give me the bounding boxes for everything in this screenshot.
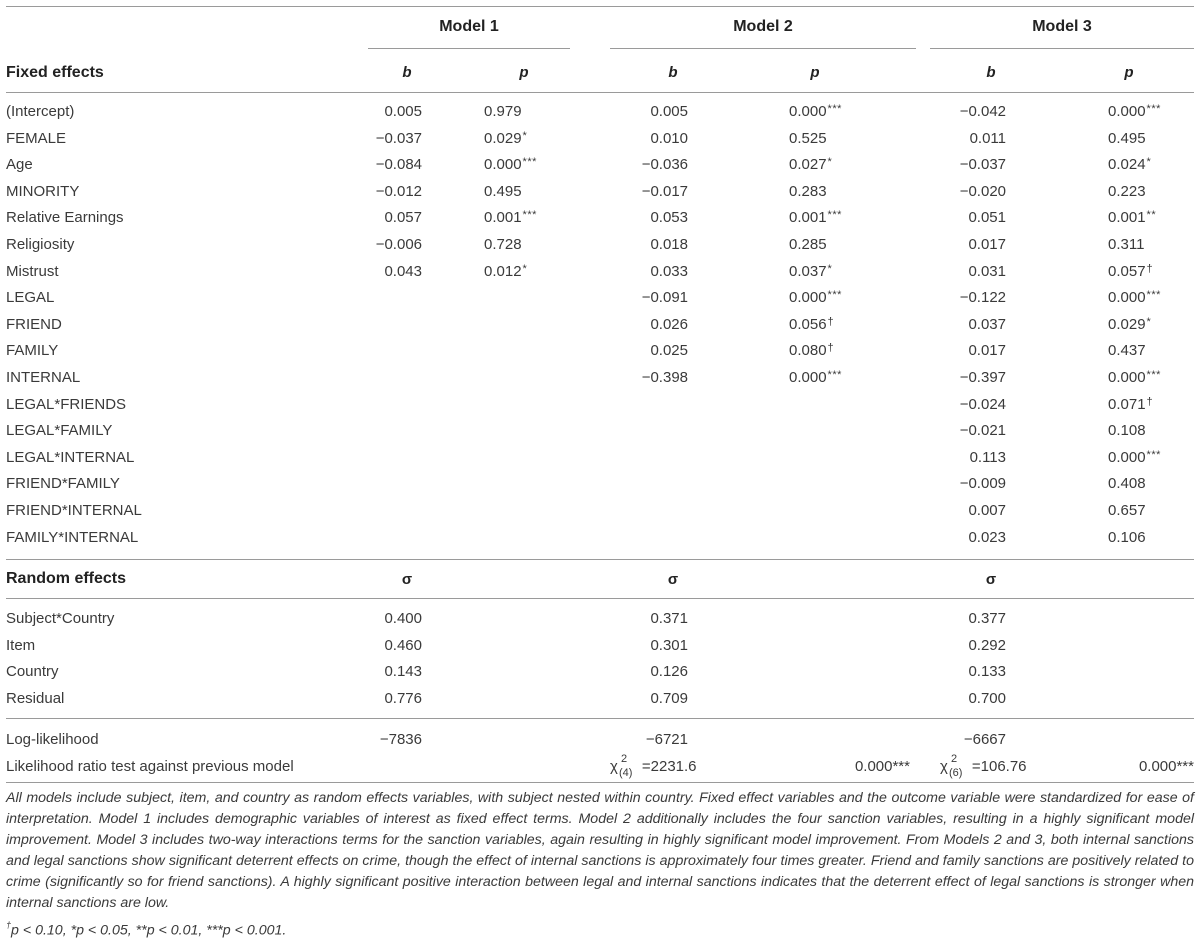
value: 0.408 <box>1108 475 1146 492</box>
value: 0.029 <box>484 130 522 147</box>
fixed-cell-m3b <box>904 103 1006 121</box>
value: 0.080 <box>789 342 827 359</box>
model-1-header: Model 1 <box>439 18 499 35</box>
fixed-cell-m3p <box>1108 156 1198 175</box>
random-cell-m2: 0.371 <box>650 610 688 627</box>
fixed-cell-m2b <box>586 342 688 360</box>
fixed-cell-m2b <box>586 369 688 387</box>
significance-marker: * <box>522 263 528 275</box>
value: −0.006 <box>375 236 422 253</box>
value: 0.031 <box>968 263 1006 280</box>
fixed-cell-m3b <box>904 529 1006 547</box>
value: 0.005 <box>384 103 422 120</box>
value: 0.000 <box>789 289 827 306</box>
value: 0.023 <box>968 529 1006 546</box>
fixed-cell-m3p <box>1108 289 1198 308</box>
fixed-cell-m2b <box>586 183 688 201</box>
fixed-header-rule <box>6 92 1194 93</box>
model-1-sigma-header: σ <box>401 571 413 588</box>
fixed-row-label: Age <box>6 156 33 173</box>
model-3-header: Model 3 <box>1032 18 1092 35</box>
fixed-cell-m3p <box>1108 529 1198 548</box>
fixed-cell-m3p <box>1108 369 1198 388</box>
value: 0.007 <box>968 502 1006 519</box>
fixed-cell-m1b <box>320 130 422 148</box>
fixed-cell-m3b <box>904 369 1006 387</box>
fixed-row-label: Mistrust <box>6 263 59 280</box>
fixed-cell-m1b <box>320 183 422 201</box>
model-2-p-header: p <box>810 64 820 81</box>
value: 0.000 <box>789 369 827 386</box>
significance-footnote: †p < 0.10, *p < 0.05, **p < 0.01, ***p < 0.001. <box>6 920 287 939</box>
value: 0.010 <box>650 130 688 147</box>
model-3-p-header: p <box>1124 64 1134 81</box>
random-cell-m1: 0.460 <box>384 637 422 654</box>
fixed-cell-m2p <box>789 422 909 441</box>
loglik-model-2: −6721 <box>645 731 688 748</box>
significance-marker: † <box>1146 263 1154 275</box>
fixed-cell-m2p <box>789 130 909 149</box>
model-3-sigma-header: σ <box>985 571 997 588</box>
lrt-model-2-stat: χ 2 (4) =2231.6 <box>610 753 697 779</box>
fixed-cell-m2b <box>586 236 688 254</box>
fixed-row-label: FEMALE <box>6 130 67 147</box>
fixed-cell-m1p <box>484 396 604 415</box>
model-2-rule <box>610 48 916 49</box>
fixed-cell-m2b <box>586 103 688 121</box>
value: 0.106 <box>1108 529 1146 546</box>
fixed-effects-heading: Fixed effects <box>6 64 104 81</box>
chi-square-symbol: χ 2 (4) <box>610 753 633 779</box>
significance-marker: *** <box>522 209 537 221</box>
fixed-cell-m2p <box>789 183 909 202</box>
fixed-cell-m1p <box>484 529 604 548</box>
value: 0.285 <box>789 236 827 253</box>
significance-marker: *** <box>827 103 842 115</box>
fixed-cell-m3b <box>904 396 1006 414</box>
random-cell-m3: 0.133 <box>968 663 1006 680</box>
significance-marker: *** <box>827 209 842 221</box>
significance-marker: *** <box>1146 289 1161 301</box>
random-row-label: Country <box>6 663 59 680</box>
fixed-cell-m2p <box>789 263 909 282</box>
value: 0.283 <box>789 183 827 200</box>
value: 0.029 <box>1108 316 1146 333</box>
value: 0.979 <box>484 103 522 120</box>
fixed-cell-m1p <box>484 422 604 441</box>
fixed-cell-m2p <box>789 103 909 122</box>
value: 0.024 <box>1108 156 1146 173</box>
value: −0.037 <box>375 130 422 147</box>
fixed-row-label: INTERNAL <box>6 369 81 386</box>
random-cell-m3: 0.377 <box>968 610 1006 627</box>
fixed-row-label: FAMILY*INTERNAL <box>6 529 139 546</box>
value: 0.053 <box>650 209 688 226</box>
significance-marker: *** <box>1146 103 1161 115</box>
fixed-row-label: FRIEND*INTERNAL <box>6 502 142 519</box>
fixed-row-label: LEGAL*FAMILY <box>6 422 113 439</box>
model-1-p-header: p <box>519 64 529 81</box>
loglik-label: Log-likelihood <box>6 731 99 748</box>
fixed-cell-m3p <box>1108 263 1198 282</box>
fixed-cell-m3b <box>904 316 1006 334</box>
significance-marker: * <box>827 156 833 168</box>
value: 0.001 <box>484 209 522 226</box>
fit-top-rule <box>6 718 1194 719</box>
fixed-cell-m1p <box>484 475 604 494</box>
fixed-cell-m2p <box>789 529 909 548</box>
significance-marker: * <box>522 130 528 142</box>
fixed-cell-m3b <box>904 449 1006 467</box>
fixed-row-label: Relative Earnings <box>6 209 124 226</box>
value: 0.037 <box>968 316 1006 333</box>
fixed-cell-m2p <box>789 396 909 415</box>
fixed-row-label: Religiosity <box>6 236 75 253</box>
value: 0.000 <box>1108 289 1146 306</box>
value: 0.000 <box>484 156 522 173</box>
value: 0.026 <box>650 316 688 333</box>
value: −0.037 <box>959 156 1006 173</box>
lrt-label: Likelihood ratio test against previous model <box>6 758 294 775</box>
fixed-cell-m3b <box>904 289 1006 307</box>
random-top-rule <box>6 559 1194 560</box>
significance-marker: † <box>1146 396 1154 408</box>
fixed-row-label: LEGAL*FRIENDS <box>6 396 127 413</box>
bottom-rule <box>6 782 1194 783</box>
fixed-cell-m2p <box>789 156 909 175</box>
value: 0.011 <box>969 130 1006 147</box>
significance-marker: *** <box>1146 369 1161 381</box>
value: 0.495 <box>1108 130 1146 147</box>
value: 0.001 <box>789 209 827 226</box>
value: 0.012 <box>484 263 522 280</box>
model-2-sigma-header: σ <box>667 571 679 588</box>
fixed-cell-m3p <box>1108 449 1198 468</box>
fixed-cell-m3b <box>904 475 1006 493</box>
fixed-cell-m3b <box>904 209 1006 227</box>
fixed-row-label: (Intercept) <box>6 103 75 120</box>
model-3-rule <box>930 48 1194 49</box>
significance-marker: *** <box>827 289 842 301</box>
lrt-model-2-p: 0.000*** <box>854 758 910 775</box>
fixed-cell-m2p <box>789 209 909 228</box>
random-row-label: Item <box>6 637 36 654</box>
value: 0.071 <box>1108 396 1146 413</box>
fixed-cell-m2p <box>789 236 909 255</box>
fixed-row-label: FRIEND <box>6 316 62 333</box>
fixed-cell-m2b <box>586 209 688 227</box>
fixed-cell-m3b <box>904 130 1006 148</box>
top-rule <box>6 6 1194 7</box>
value: 0.005 <box>650 103 688 120</box>
fixed-cell-m3p <box>1108 130 1198 149</box>
value: 0.043 <box>384 263 422 280</box>
fixed-cell-m3p <box>1108 342 1198 361</box>
significance-marker: † <box>827 342 835 354</box>
fixed-cell-m3p <box>1108 236 1198 255</box>
value: 0.037 <box>789 263 827 280</box>
significance-marker: ** <box>1146 209 1157 221</box>
fixed-cell-m2p <box>789 316 909 335</box>
fixed-cell-m2p <box>789 475 909 494</box>
fixed-cell-m2p <box>789 449 909 468</box>
value: 0.017 <box>968 342 1006 359</box>
value: 0.027 <box>789 156 827 173</box>
value: 0.033 <box>650 263 688 280</box>
fixed-cell-m2b <box>586 156 688 174</box>
fixed-cell-m2p <box>789 369 909 388</box>
fixed-cell-m3p <box>1108 422 1198 441</box>
value: 0.000 <box>789 103 827 120</box>
random-cell-m1: 0.400 <box>384 610 422 627</box>
value: −0.017 <box>641 183 688 200</box>
fixed-cell-m3p <box>1108 502 1198 521</box>
random-row-label: Residual <box>6 690 65 707</box>
fixed-cell-m3p <box>1108 103 1198 122</box>
fixed-cell-m3p <box>1108 209 1198 228</box>
significance-marker: † <box>827 316 835 328</box>
value: 0.525 <box>789 130 827 147</box>
random-cell-m1: 0.143 <box>384 663 422 680</box>
value: 0.025 <box>650 342 688 359</box>
value: −0.024 <box>959 396 1006 413</box>
value: 0.057 <box>384 209 422 226</box>
fixed-cell-m1b <box>320 236 422 254</box>
fixed-cell-m3p <box>1108 396 1198 415</box>
value: −0.397 <box>959 369 1006 386</box>
value: −0.398 <box>641 369 688 386</box>
value: 0.108 <box>1108 422 1146 439</box>
significance-marker: * <box>1146 156 1152 168</box>
value: 0.017 <box>968 236 1006 253</box>
fixed-cell-m2p <box>789 342 909 361</box>
value: 0.000 <box>1108 369 1146 386</box>
fixed-cell-m3b <box>904 422 1006 440</box>
fixed-cell-m3b <box>904 156 1006 174</box>
model-1-b-header: b <box>402 64 412 81</box>
random-cell-m3: 0.292 <box>968 637 1006 654</box>
random-cell-m2: 0.126 <box>650 663 688 680</box>
fixed-cell-m3b <box>904 342 1006 360</box>
value: 0.657 <box>1108 502 1146 519</box>
fixed-row-label: MINORITY <box>6 183 80 200</box>
model-2-b-header: b <box>668 64 678 81</box>
significance-marker: * <box>1146 316 1152 328</box>
value: 0.223 <box>1108 183 1146 200</box>
fixed-cell-m3b <box>904 263 1006 281</box>
value: 0.000 <box>1108 449 1146 466</box>
significance-marker: *** <box>1146 449 1161 461</box>
value: 0.001 <box>1108 209 1146 226</box>
value: 0.018 <box>650 236 688 253</box>
significance-marker: * <box>827 263 833 275</box>
random-cell-m2: 0.709 <box>650 690 688 707</box>
fixed-cell-m1b <box>320 263 422 281</box>
lrt-model-3-p: 0.000*** <box>1138 758 1194 775</box>
fixed-cell-m3p <box>1108 183 1198 202</box>
fixed-cell-m3b <box>904 502 1006 520</box>
value: −0.122 <box>959 289 1006 306</box>
fixed-row-label: FAMILY <box>6 342 59 359</box>
fixed-cell-m3b <box>904 236 1006 254</box>
fixed-row-label: LEGAL <box>6 289 55 306</box>
random-row-label: Subject*Country <box>6 610 115 627</box>
fixed-cell-m2p <box>789 502 909 521</box>
fixed-cell-m2b <box>586 263 688 281</box>
value: 0.051 <box>968 209 1006 226</box>
value: −0.042 <box>959 103 1006 120</box>
value: 0.113 <box>969 449 1006 466</box>
model-2-header: Model 2 <box>733 18 793 35</box>
chi-square-symbol: χ 2 (6) <box>940 753 963 779</box>
fixed-cell-m1b <box>320 156 422 174</box>
fixed-cell-m1b <box>320 103 422 121</box>
fixed-row-label: FRIEND*FAMILY <box>6 475 120 492</box>
fixed-cell-m3p <box>1108 316 1198 335</box>
loglik-model-1: −7836 <box>379 731 422 748</box>
random-cell-m3: 0.700 <box>968 690 1006 707</box>
fixed-cell-m1p <box>484 449 604 468</box>
fixed-cell-m2b <box>586 289 688 307</box>
fixed-cell-m3b <box>904 183 1006 201</box>
fixed-cell-m3p <box>1108 475 1198 494</box>
fixed-cell-m2b <box>586 316 688 334</box>
fixed-cell-m2b <box>586 130 688 148</box>
random-effects-heading: Random effects <box>6 570 127 587</box>
value: −0.036 <box>641 156 688 173</box>
significance-marker: *** <box>522 156 537 168</box>
lrt-model-3-stat: χ 2 (6) =106.76 <box>940 753 1027 779</box>
value: −0.012 <box>375 183 422 200</box>
table-note: All models include subject, item, and country as random effects variables, with subject nested within country. Fixed effect variables and the outcome variable were standardized for ease of interpretation. Model 1 includes demographic variables of interest as fixed effect terms. Model 2 additionally includes the four sanction variables, resulting in a highly significant model improvement. Model 3 includes two-way interactions terms for the sanction variables, again resulting in highly significant model improvement. From Models 2 and 3, both internal sanctions and legal sanctions show significant deterrent effects on crime, though the effect of internal sanctions is approximately four times greater. Friend and family sanctions are positively related to crime (significantly so for friend sanctions). A highly significant positive interaction between legal and internal sanctions indicates that the deterrent effect of legal sanctions is stronger when internal sanctions are low. <box>6 790 1194 911</box>
value: 0.000 <box>1108 103 1146 120</box>
fixed-cell-m1p <box>484 502 604 521</box>
random-cell-m1: 0.776 <box>384 690 422 707</box>
model-1-rule <box>368 48 570 49</box>
loglik-model-3: −6667 <box>963 731 1006 748</box>
random-header-rule <box>6 598 1194 599</box>
fixed-cell-m2p <box>789 289 909 308</box>
value: 0.437 <box>1108 342 1146 359</box>
value: 0.056 <box>789 316 827 333</box>
value: −0.084 <box>375 156 422 173</box>
value: −0.020 <box>959 183 1006 200</box>
fixed-row-label: LEGAL*INTERNAL <box>6 449 135 466</box>
value: 0.728 <box>484 236 522 253</box>
value: −0.091 <box>641 289 688 306</box>
model-3-b-header: b <box>986 64 996 81</box>
significance-marker: *** <box>827 369 842 381</box>
value: 0.311 <box>1108 236 1145 253</box>
fixed-cell-m1b <box>320 209 422 227</box>
random-cell-m2: 0.301 <box>650 637 688 654</box>
value: 0.057 <box>1108 263 1146 280</box>
value: 0.495 <box>484 183 522 200</box>
value: −0.009 <box>959 475 1006 492</box>
value: −0.021 <box>959 422 1006 439</box>
